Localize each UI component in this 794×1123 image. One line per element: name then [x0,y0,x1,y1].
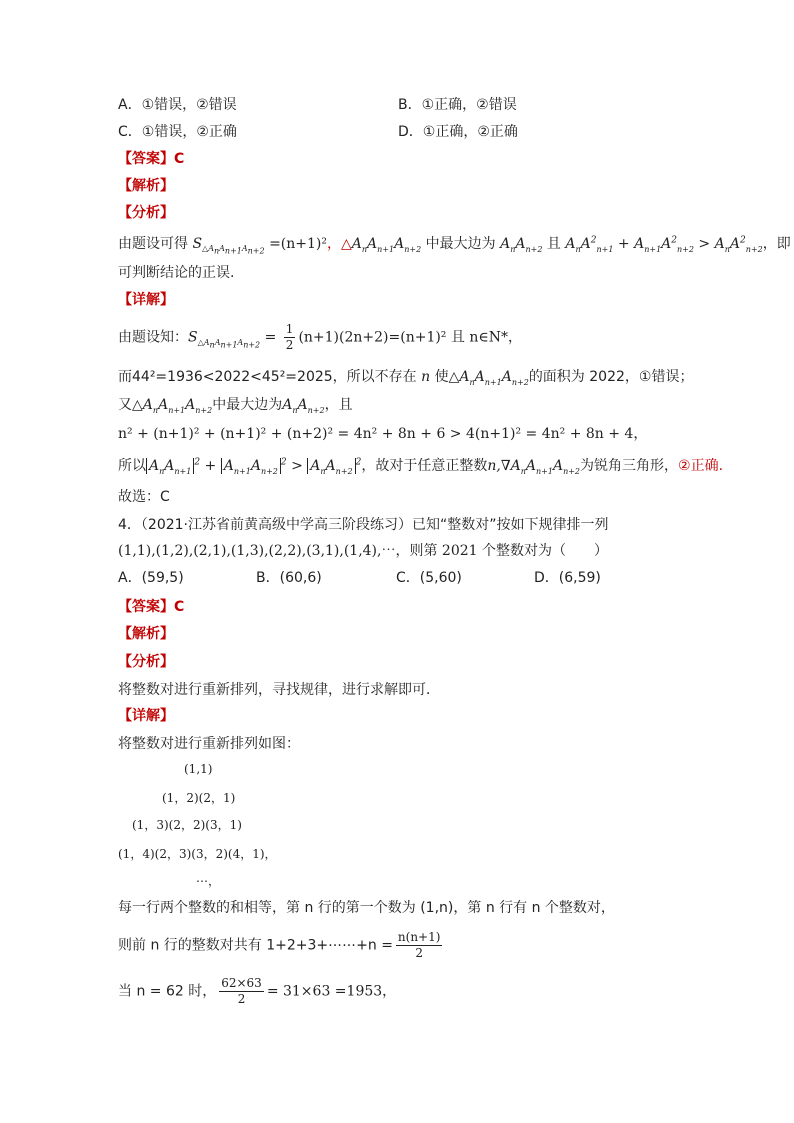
q3-detail-1-formula: (n+1)(2n+2)=(n+1)² 且 n∈N*， [298,329,522,346]
q3-detail-line-1: 由题设知：$S_{\triangle A_nA_{n+1}A_{n+2}}$ = $\frac{1}{2}$ (n+1)(2n+2)=(n+1)² 且 n∈N*， [118,322,522,352]
q3-analysis-text: 由题设可得 [118,236,188,252]
q3-detail-5-any: ，故对于任意正整数 [361,458,488,474]
q3-detail-line-4: n² + (n+1)² + (n+1)² + (n+2)² = 4n² + 8n + 6 > 4(n+1)² = 4n² + 8n + 4， [118,426,648,442]
q3-detail-5-text: 所以 [118,458,146,474]
q3-detail-5-correct: ②正确. [678,458,724,474]
q3-analysis-line-1: 由题设可得 $S_{\triangle A_nA_{n+1}A_{n+2}} =(n+1)^2$，$\triangle A_nA_{n+1}A_{n+2}$ 中最大边为 $A_nA_{n+2}$ 且 $A_nA^2_{n+1} + A_{n+1}A^2_{n+2} > A_nA^2_{n+2}$，即 [118,235,791,256]
q4-calc-fraction [219,976,264,1007]
q4-option-a: A．(59,5) [118,570,184,586]
q3-half-fraction: $\frac{1}{2}$ [285,322,294,352]
q3-choose: 故选：C [118,489,170,505]
q3-detail-3-and: ，且 [324,397,353,413]
triangle-row-1: (1,1) [184,762,213,776]
q3-triangle-text: ，△ [326,236,352,252]
q4-option-b: B．(60,6) [256,570,322,586]
answer-tag-q3: 【答案】C [118,151,185,167]
option-b: B．①正确，②错误 [398,97,517,113]
q4-calc-denominator: 2 [237,992,246,1006]
q4-option-d: D．(6,59) [534,570,601,586]
q3-detail-3-max: 中最大边为 [212,397,283,413]
q3-analysis-line-2: 可判断结论的正误. [118,265,235,281]
q3-detail-2-result: 的面积为 2022，①错误； [528,369,694,385]
q3-detail-line-3: 又$\triangle A_nA_{n+1}A_{n+2}$中最大边为$A_nA_{n+2}$，且 [118,397,353,415]
triangle-row-5: ⋯， [196,874,221,888]
triangle-row-4: (1，4)(2，3)(3，2)(4，1)， [118,847,277,861]
q3-then-text: ，即 [762,236,791,252]
q4-detail-4 [118,976,396,1007]
option-d: D．①正确，②正确 [398,124,518,140]
q3-area-formula: =(n+1)² [269,236,327,252]
q4-stem-2 [118,541,608,561]
jiexi-tag-q3: 【解析】 [118,178,174,194]
triangle-row-2: (1，2)(2，1) [162,791,236,805]
q3-detail-1-text: 由题设知： [118,329,188,346]
q3-detail-3-text: 又△ [118,397,143,413]
q4-sum-denominator: 2 [415,946,423,960]
q4-detail-2: 每一行两个整数的和相等，第 n 行的第一个数为 (1,n)，第 n 行有 n 个整数对， [118,900,615,916]
xiangjie-tag-q4: 【详解】 [118,708,174,724]
q3-detail-line-2: 而44²=1936<2022<45²=2025，所以不存在 n 使$\triangle A_nA_{n+1}A_{n+2}$的面积为 2022，①错误； [118,369,694,387]
q4-detail-3-text: 则前 n 行的整数对共有 1+2+3+⋯⋯+n = [118,937,393,954]
q4-stem-1: 4．（2021·江苏省前黄高级中学高三阶段练习）已知“整数对”按如下规律排一列 [118,517,609,533]
q3-max-side-text: 中最大边为 [425,236,496,252]
q3-detail-2-make: 使△ [434,369,460,385]
jiexi-tag-q4: 【解析】 [118,626,174,642]
q4-option-c: C．(5,60) [396,570,462,586]
answer-tag-q4: 【答案】C [118,599,185,615]
q3-and-text: 且 [546,236,561,252]
q3-detail-5-acute: 为锐角三角形， [580,458,679,474]
option-a: A．①错误，②错误 [118,97,237,113]
q3-detail-line-5: 所以 $A_nA_{n+1}^2 + A_{n+1}A_{n+2}^2 > A_nA_{n+2}^2$，故对于任意正整数$n,\nabla A_nA_{n+1}A_{n+2}$为锐角三角形，②正确. [118,457,724,476]
triangle-row-3: (1，3)(2，2)(3，1) [132,818,242,832]
xiangjie-tag-q3: 【详解】 [118,292,174,308]
q4-detail-4-result: = 31×63 =1953， [266,983,397,1000]
q4-detail-4-text: 当 n = 62 时， [118,983,217,1000]
q4-stem-2-text: (1,1),(1,2),(2,1),(1,3),(2,2),(3,1),(1,4),⋯，则第 2021 个整数对为（ ） [118,543,608,559]
q4-sum-numerator: n(n+1) [397,930,441,944]
q4-detail-1: 将整数对进行重新排列如图： [118,736,300,752]
q3-detail-2-text: 而44²=1936<2022<45²=2025，所以不存在 [118,369,417,385]
q4-sum-fraction [396,930,443,961]
q4-detail-3 [118,930,445,961]
q4-calc-numerator: 62×63 [221,976,262,990]
fenxi-tag-q3: 【分析】 [118,205,174,221]
fenxi-tag-q4: 【分析】 [118,654,174,670]
option-c: C．①错误，②正确 [118,124,237,140]
q4-analysis: 将整数对进行重新排列，寻找规律，进行求解即可． [118,682,440,698]
